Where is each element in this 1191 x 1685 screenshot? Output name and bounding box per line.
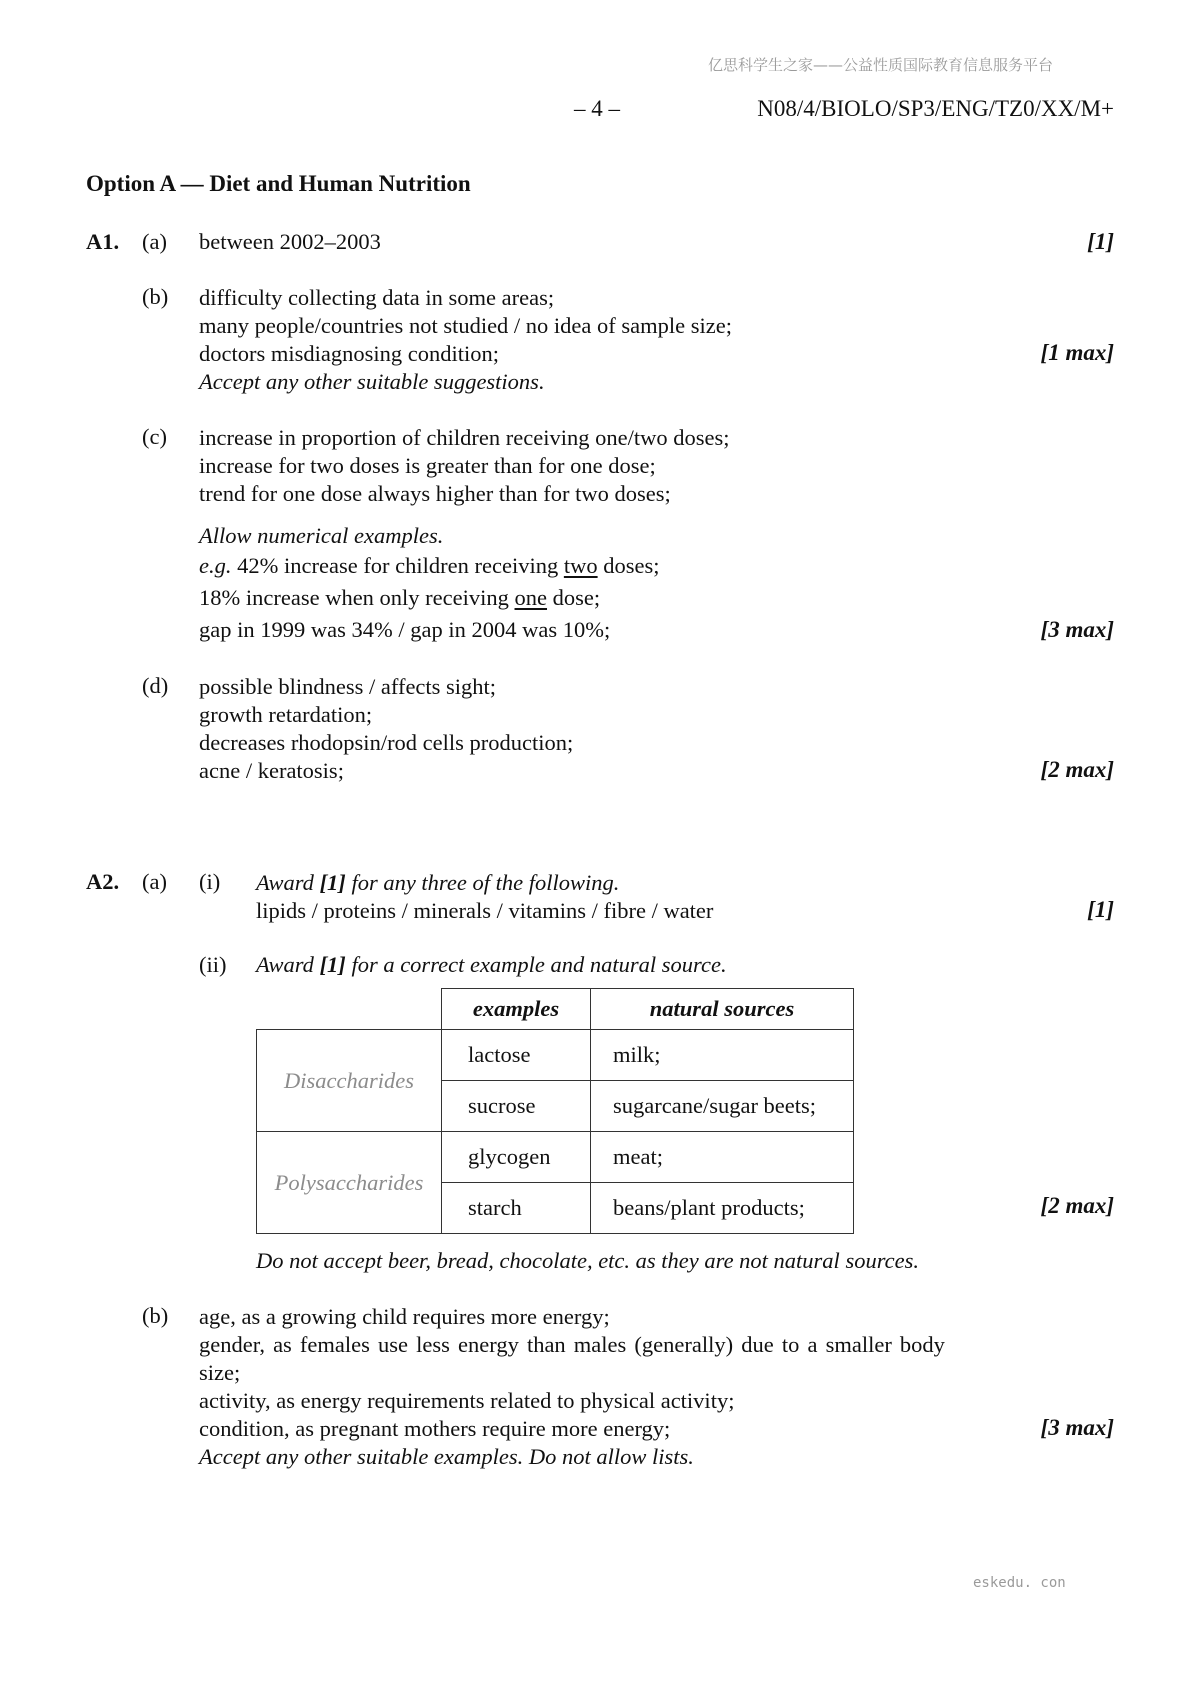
a2-b-line: condition, as pregnant mothers require more energy; (199, 1416, 671, 1441)
a1-b-line: difficulty collecting data in some areas; (199, 285, 555, 310)
table-row (257, 1030, 854, 1081)
a2-a-label: (a) (142, 869, 167, 894)
a1-c-example-1 (199, 552, 659, 580)
question-a1-number: A1. (86, 229, 120, 254)
a2-a-i-answer (256, 869, 713, 925)
instruction-text: Award (256, 870, 320, 895)
paper-code: N08/4/BIOLO/SP3/ENG/TZ0/XX/M+ (757, 96, 1114, 121)
a1-c-marks: [3 max] (1040, 617, 1114, 642)
source-cell: meat; (591, 1132, 854, 1183)
a1-b-marks: [1 max] (1040, 340, 1114, 365)
question-a2-number: A2. (86, 869, 120, 894)
a1-a-answer: between 2002–2003 (199, 229, 381, 254)
a2-a-ii-instruction (256, 952, 727, 978)
a1-a-label: (a) (142, 229, 167, 254)
a1-d-line: decreases rhodopsin/rod cells production; (199, 730, 574, 755)
a2-a-i-label: (i) (199, 869, 221, 894)
eg-prefix: e.g. (199, 553, 232, 578)
a1-d-line: possible blindness / affects sight; (199, 674, 497, 699)
a1-b-line: doctors misdiagnosing condition; (199, 341, 499, 366)
a2-b-line: activity, as energy requirements related to physical activity; (199, 1388, 735, 1413)
instruction-text: for a correct example and natural source. (345, 952, 727, 977)
watermark-bottom: eskedu. con (973, 1575, 1066, 1591)
a1-c-eg2-post: dose; (547, 585, 601, 610)
table-corner (257, 989, 442, 1030)
a1-d-answer (199, 673, 573, 785)
a1-d-line: growth retardation; (199, 702, 373, 727)
example-cell: lactose (442, 1030, 591, 1081)
a2-a-i-marks: [1] (1087, 897, 1114, 922)
a2-a-ii-label: (ii) (199, 952, 227, 977)
a2-a-ii-note: Do not accept beer, bread, chocolate, etc. as they are not natural sources. (256, 1248, 919, 1273)
example-cell: starch (442, 1183, 591, 1234)
a1-c-note: Allow numerical examples. (199, 523, 444, 548)
instruction-mark: [1] (319, 952, 346, 977)
a1-c-line: trend for one dose always higher than for two doses; (199, 481, 671, 506)
carbohydrate-table (256, 988, 854, 1234)
instruction-text: Award (256, 952, 320, 977)
a2-a-i-instruction (256, 869, 713, 897)
a1-c-example-2 (199, 584, 659, 612)
header-natural-sources: natural sources (591, 989, 854, 1030)
a1-b-note: Accept any other suitable suggestions. (199, 369, 545, 394)
a2-b-line: age, as a growing child requires more energy; (199, 1304, 610, 1329)
a1-d-label: (d) (142, 673, 169, 698)
page-number: – 4 – (574, 96, 620, 121)
a1-b-line: many people/countries not studied / no idea of sample size; (199, 313, 732, 338)
instruction-mark: [1] (319, 870, 346, 895)
a2-b-marks: [3 max] (1040, 1415, 1114, 1440)
a1-d-marks: [2 max] (1040, 757, 1114, 782)
a1-c-eg2-pre: 18% increase when only receiving (199, 585, 515, 610)
header-examples: examples (442, 989, 591, 1030)
a1-c-eg1-underline: two (563, 553, 598, 578)
option-title: Option A — Diet and Human Nutrition (86, 171, 471, 196)
category-disaccharides: Disaccharides (257, 1030, 442, 1132)
source-cell: beans/plant products; (591, 1183, 854, 1234)
a1-c-example-3: gap in 1999 was 34% / gap in 2004 was 10%; (199, 617, 611, 642)
a1-c-label: (c) (142, 424, 167, 449)
source-cell: sugarcane/sugar beets; (591, 1081, 854, 1132)
a2-b-line: gender, as females use less energy than males (generally) due to a smaller body (199, 1332, 945, 1357)
a1-c-eg1-post: doses; (597, 553, 660, 578)
table-header-row (257, 989, 854, 1030)
a2-a-i-text: lipids / proteins / minerals / vitamins / fibre / water (256, 898, 714, 923)
category-polysaccharides: Polysaccharides (257, 1132, 442, 1234)
table-row (257, 1132, 854, 1183)
example-cell: glycogen (442, 1132, 591, 1183)
a1-c-eg2-underline: one (514, 585, 548, 610)
a1-c-eg1-pre: 42% increase for children receiving (231, 553, 564, 578)
a1-d-line: acne / keratosis; (199, 758, 344, 783)
a2-b-answer (199, 1303, 945, 1471)
example-cell: sucrose (442, 1081, 591, 1132)
a2-b-line: size; (199, 1360, 241, 1385)
a1-c-line: increase in proportion of children receiving one/two doses; (199, 425, 730, 450)
instruction-text: for any three of the following. (345, 870, 620, 895)
a2-b-note: Accept any other suitable examples. Do not allow lists. (199, 1444, 694, 1469)
a1-a-marks: [1] (1087, 229, 1114, 254)
a1-c-examples (199, 522, 659, 644)
a1-c-line: increase for two doses is greater than for one dose; (199, 453, 656, 478)
a1-b-label: (b) (142, 284, 169, 309)
a2-a-ii-marks: [2 max] (1040, 1193, 1114, 1218)
a1-c-answer (199, 424, 729, 508)
a2-b-label: (b) (142, 1303, 169, 1328)
a1-b-answer (199, 284, 732, 396)
source-cell: milk; (591, 1030, 854, 1081)
watermark-top: 亿思科学生之家——公益性质国际教育信息服务平台 (707, 56, 1053, 74)
